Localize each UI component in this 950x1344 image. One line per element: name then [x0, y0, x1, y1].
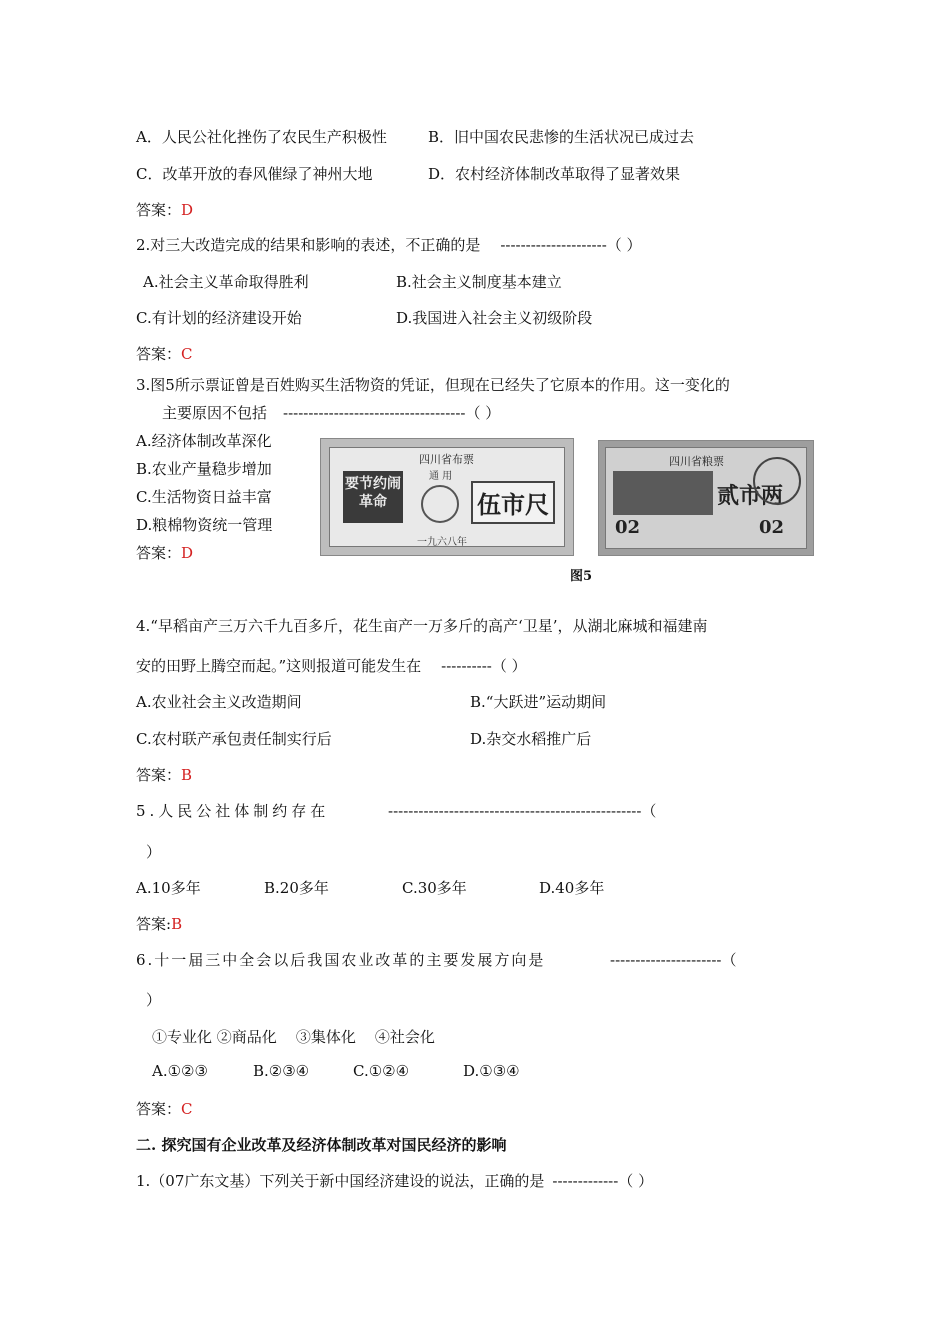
- option-a: A.①②③: [152, 1062, 208, 1080]
- option-d: D．农村经济体制改革取得了显著效果: [428, 165, 681, 183]
- option-b: B．旧中国农民悲惨的生活状况已成过去: [428, 128, 695, 146]
- coupon-slogan: 要节约闹革命: [343, 471, 403, 523]
- answer-blank: -------------（ ）: [552, 1172, 654, 1190]
- option-d: D.杂交水稻推广后: [470, 730, 592, 748]
- option-a: A.社会主义革命取得胜利: [143, 273, 309, 291]
- question-6-stem: 6.十一届三中全会以后我国农业改革的主要发展方向是: [136, 951, 546, 969]
- answer-value: B: [181, 766, 193, 784]
- question-text: 2.对三大改造完成的结果和影响的表述，不正确的是: [136, 236, 481, 254]
- option-b: B.农业产量稳步增加: [136, 460, 272, 478]
- option-items: ①专业化 ②商品化 ③集体化 ④社会化: [152, 1028, 435, 1046]
- option-a: A.农业社会主义改造期间: [136, 693, 302, 711]
- question-3-stem: 3.图5所示票证曾是百姓购买生活物资的凭证，但现在已经失了它原本的作用。这一变化的: [136, 376, 730, 394]
- cloth-coupon-image: [320, 438, 574, 556]
- question-3-stem-2: [162, 402, 500, 423]
- question-4-stem: 4.“早稻亩产三万六千九百多斤，花生亩产一万多斤的高产‘卫星’，从湖北麻城和福建南: [136, 617, 708, 635]
- answer-blank-close: ）: [146, 843, 162, 861]
- answer-blank: ------------------------------------（ ）: [283, 404, 501, 422]
- option-b: B.社会主义制度基本建立: [396, 273, 562, 291]
- answer-blank: --------------------------------------------------（: [388, 802, 657, 820]
- answer-value: D: [181, 544, 194, 562]
- question-5-stem: 5.人民公社体制约存在: [136, 802, 330, 820]
- question-4-stem-2: [136, 655, 527, 676]
- option-c: C.有计划的经济建设开始: [136, 309, 302, 327]
- answer-line: [136, 199, 193, 220]
- option-c: C．改革开放的春风催绿了神州大地: [136, 165, 373, 183]
- option-d: D.粮棉物资统一管理: [136, 516, 273, 534]
- answer-label: 答案:: [136, 915, 172, 933]
- grain-coupon-image: [598, 440, 814, 556]
- answer-blank: ---------------------（ ）: [500, 236, 642, 254]
- coupon-header: 四川省布票: [419, 453, 474, 466]
- option-b: B.20多年: [264, 879, 329, 897]
- question-text: 主要原因不包括: [162, 404, 268, 422]
- stamp-seal: [421, 485, 459, 523]
- answer-label: 答案：: [136, 1100, 182, 1118]
- answer-line: [136, 764, 192, 785]
- option-b: B.“大跃进”运动期间: [470, 693, 607, 711]
- coupon-header: 四川省粮票: [669, 455, 724, 468]
- answer-blank-close: ）: [146, 991, 162, 1009]
- option-c: C.30多年: [402, 879, 467, 897]
- answer-value: C: [181, 1100, 193, 1118]
- answer-value: C: [181, 345, 193, 363]
- answer-line: [136, 542, 193, 563]
- answer-line: [136, 1098, 193, 1119]
- answer-blank: ----------------------（: [610, 951, 737, 969]
- answer-blank: ----------（ ）: [441, 657, 527, 675]
- landscape-illustration: [613, 471, 713, 515]
- answer-label: 答案：: [136, 544, 182, 562]
- answer-value: D: [181, 201, 194, 219]
- answer-value: B: [171, 915, 183, 933]
- coupon-value: 贰市两: [717, 483, 784, 509]
- option-c: C.①②④: [353, 1062, 410, 1080]
- question-2-stem: [136, 234, 642, 255]
- section-heading: 二. 探究国有企业改革及经济体制改革对国民经济的影响: [136, 1136, 507, 1154]
- figure-caption: 图5: [570, 569, 593, 584]
- answer-label: 答案：: [136, 201, 182, 219]
- option-a: A.10多年: [136, 879, 201, 897]
- option-d: D.我国进入社会主义初级阶段: [396, 309, 593, 327]
- answer-line: [136, 913, 182, 934]
- question-text: 1.（07广东文基）下列关于新中国经济建设的说法，正确的是: [136, 1172, 545, 1190]
- coupon-year: 一九六八年: [417, 537, 467, 548]
- section2-question-1-stem: [136, 1170, 653, 1191]
- emblem-seal: [753, 457, 801, 505]
- option-d: D.①③④: [463, 1062, 520, 1080]
- option-b: B.②③④: [253, 1062, 310, 1080]
- answer-label: 答案：: [136, 345, 182, 363]
- option-a: A．人民公社化挫伤了农民生产积极性: [136, 128, 387, 146]
- option-c: C.农村联产承包责任制实行后: [136, 730, 332, 748]
- question-text: 安的田野上腾空而起。”这则报道可能发生在: [136, 657, 422, 675]
- coupon-value: 伍市尺: [471, 481, 555, 524]
- coupon-code-left: 02: [615, 517, 641, 538]
- option-c: C.生活物资日益丰富: [136, 488, 272, 506]
- coupon-code-right: 02: [759, 517, 785, 538]
- option-a: A.经济体制改革深化: [136, 432, 272, 450]
- answer-line: [136, 343, 193, 364]
- answer-label: 答案：: [136, 766, 182, 784]
- option-d: D.40多年: [539, 879, 605, 897]
- coupon-subheader: 通 用: [429, 471, 453, 482]
